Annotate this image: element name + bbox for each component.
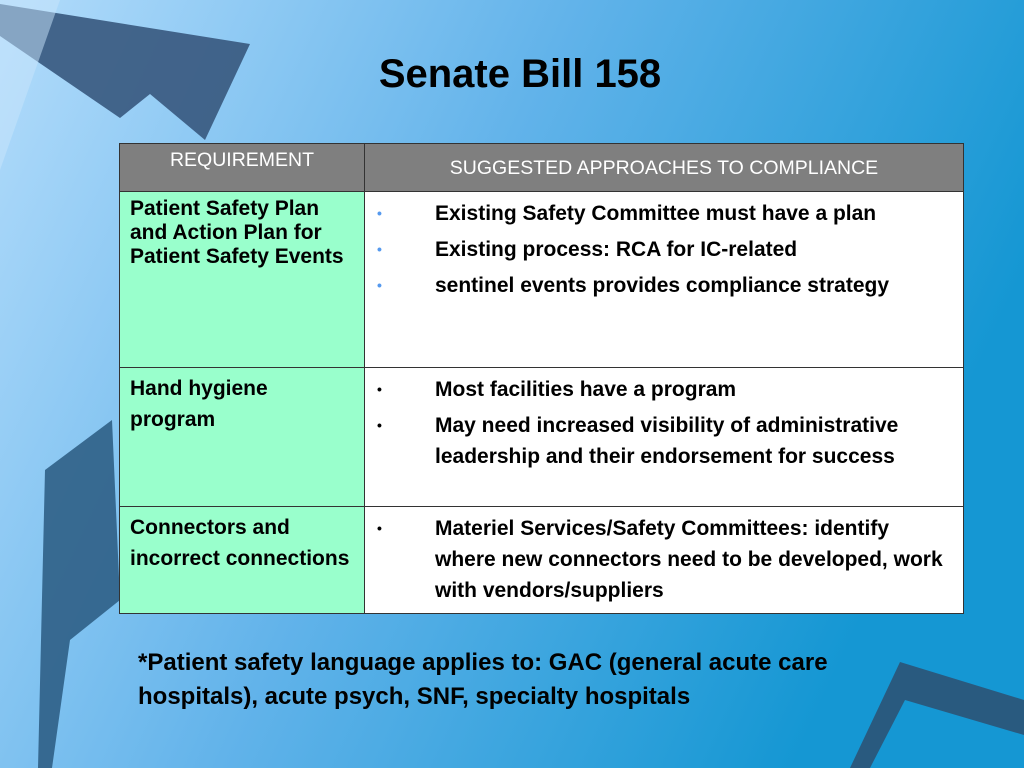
requirement-cell: Patient Safety Plan and Action Plan for Patient Safety Events bbox=[120, 192, 365, 368]
table-header-row bbox=[120, 144, 964, 192]
list-item bbox=[377, 234, 949, 265]
list-item bbox=[377, 198, 949, 229]
footnote: *Patient safety language applies to: GAC (general acute care hospitals), acute psych, SNF, specialty hospitals bbox=[138, 649, 828, 710]
column-header-requirement: REQUIREMENT bbox=[120, 144, 365, 192]
page-title: Senate Bill 158 bbox=[378, 52, 662, 96]
list-item bbox=[377, 410, 949, 472]
approaches-cell bbox=[365, 368, 964, 507]
approaches-cell bbox=[365, 507, 964, 614]
table-row bbox=[120, 368, 964, 507]
approach-text: May need increased visibility of administrative leadership and their endorsement for success bbox=[435, 414, 899, 468]
requirement-cell: Connectors and incorrect connections bbox=[120, 507, 365, 614]
approaches-cell bbox=[365, 192, 964, 368]
approach-text: sentinel events provides compliance strategy bbox=[435, 274, 890, 297]
bullet-icon: • bbox=[377, 241, 382, 257]
bullet-icon: • bbox=[377, 205, 382, 221]
list-item bbox=[377, 270, 949, 301]
approach-text: Most facilities have a program bbox=[435, 378, 737, 401]
bullet-icon: • bbox=[377, 381, 382, 397]
approach-text: Materiel Services/Safety Committees: identify where new connectors need to be developed, work with vendors/suppliers bbox=[435, 517, 943, 602]
bullet-icon: • bbox=[377, 277, 382, 293]
column-header-approaches: SUGGESTED APPROACHES TO COMPLIANCE bbox=[365, 144, 964, 192]
table-row bbox=[120, 192, 964, 368]
list-item bbox=[377, 374, 949, 405]
bullet-icon: • bbox=[377, 520, 382, 536]
approach-text: Existing process: RCA for IC-related bbox=[435, 238, 798, 261]
table-row bbox=[120, 507, 964, 614]
requirements-table bbox=[119, 143, 964, 614]
list-item bbox=[377, 513, 949, 606]
requirement-cell: Hand hygiene program bbox=[120, 368, 365, 507]
bullet-icon: • bbox=[377, 417, 382, 433]
approach-text: Existing Safety Committee must have a plan bbox=[435, 202, 877, 225]
